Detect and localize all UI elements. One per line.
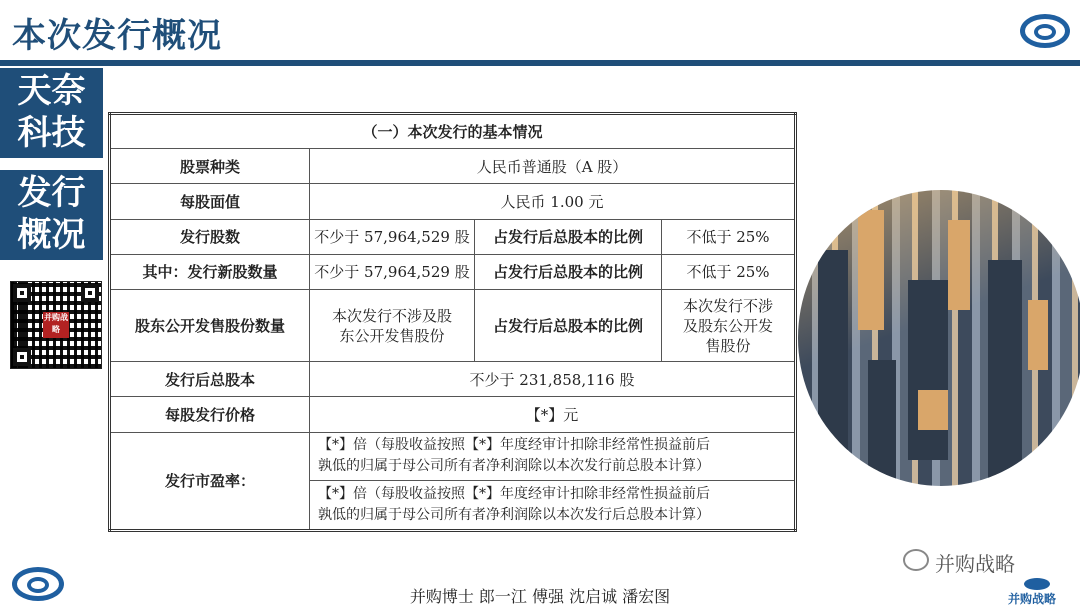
section-name-line2: 概况	[17, 215, 86, 255]
qr-stamp: 并购战略	[43, 312, 69, 338]
par-value-value: 人民币 1.00 元	[310, 184, 796, 219]
city-building	[1028, 300, 1048, 370]
city-building	[988, 260, 1022, 480]
page-title: 本次发行概况	[12, 16, 222, 56]
new-shares-ratio-value: 不低于 25%	[662, 254, 796, 289]
pe-value-post-issue-line1: 【*】倍（每股收益按照【*】年度经审计扣除非经常性损益前后	[318, 486, 710, 503]
qr-finder-top-right	[81, 284, 99, 302]
issue-shares-ratio-value: 不低于 25%	[662, 219, 796, 254]
logo-icon	[1020, 14, 1070, 48]
issue-shares-value: 不少于 57,964,529 股	[310, 219, 475, 254]
city-image	[798, 190, 1080, 486]
public-sale-ratio-value	[662, 289, 796, 361]
issue-shares-label: 发行股数	[110, 219, 310, 254]
pe-label: 发行市盈率：	[110, 432, 310, 530]
pe-value-pre-issue	[310, 432, 796, 481]
par-value-label: 每股面值	[110, 184, 310, 219]
footer-logo-icon	[12, 567, 64, 601]
public-sale-ratio-line2: 及股东公开发	[683, 316, 774, 335]
public-sale-ratio-line3: 售股份	[705, 336, 751, 355]
stock-type-label: 股票种类	[110, 149, 310, 184]
qr-finder-top-left	[13, 284, 31, 302]
total-shares-value: 不少于 231,858,116 股	[310, 362, 796, 397]
total-shares-label: 发行后总股本	[110, 362, 310, 397]
company-name-line1: 天奈	[17, 71, 86, 111]
public-sale-label: 股东公开发售股份数量	[110, 289, 310, 361]
qr-code[interactable]	[10, 281, 102, 369]
public-sale-ratio-line1: 本次发行不涉	[683, 296, 774, 315]
pe-value-post-issue-line2: 孰低的归属于母公司所有者净利润除以本次发行后总股本计算）	[318, 507, 710, 524]
pe-value-post-issue	[310, 481, 796, 531]
brand-logo-text: 并购战略	[1008, 592, 1057, 606]
brand-logo-icon	[1024, 578, 1050, 590]
city-building	[818, 250, 848, 450]
city-building	[908, 280, 948, 460]
pe-value-pre-issue-line1: 【*】倍（每股收益按照【*】年度经审计扣除非经常性损益前后	[318, 437, 710, 454]
issuance-table	[108, 112, 797, 532]
public-sale-value	[310, 289, 475, 361]
section-name-line1: 发行	[17, 173, 86, 213]
city-building	[868, 360, 896, 480]
company-name-box	[0, 68, 103, 158]
new-shares-label: 其中：发行新股数量	[110, 254, 310, 289]
price-value: 【*】元	[310, 397, 796, 432]
city-building	[858, 210, 884, 330]
wechat-icon	[903, 549, 929, 571]
table-heading: （一）本次发行的基本情况	[110, 114, 796, 149]
wechat-account-name[interactable]: 并购战略	[935, 552, 1015, 576]
public-sale-value-line1: 本次发行不涉及股	[331, 306, 452, 325]
header-divider	[0, 60, 1080, 66]
public-sale-ratio-label: 占发行后总股本的比例	[475, 289, 662, 361]
new-shares-value: 不少于 57,964,529 股	[310, 254, 475, 289]
issue-shares-ratio-label: 占发行后总股本的比例	[475, 219, 662, 254]
price-label: 每股发行价格	[110, 397, 310, 432]
brand-logo	[1004, 578, 1074, 604]
city-building	[948, 220, 970, 310]
footer-authors: 并购博士 郎一江 傅强 沈启诚 潘宏图	[409, 587, 671, 606]
pe-value-pre-issue-line2: 孰低的归属于母公司所有者净利润除以本次发行前总股本计算）	[318, 458, 710, 475]
qr-finder-bottom-left	[13, 348, 31, 366]
city-building	[918, 390, 948, 430]
new-shares-ratio-label: 占发行后总股本的比例	[475, 254, 662, 289]
section-name-box	[0, 170, 103, 260]
public-sale-value-line2: 东公开发售股份	[339, 326, 445, 345]
stock-type-value: 人民币普通股（A 股）	[310, 149, 796, 184]
company-name-line2: 科技	[17, 113, 86, 153]
